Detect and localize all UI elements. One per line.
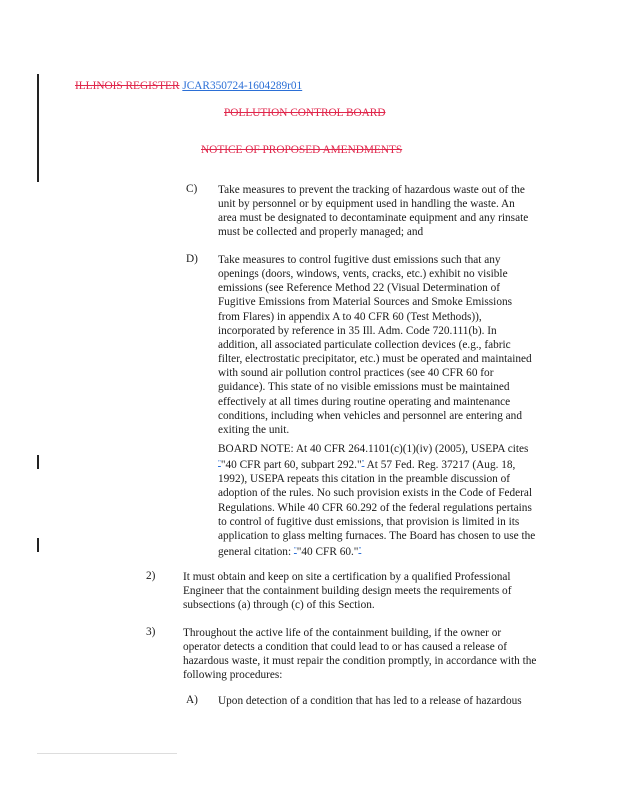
item-3-label: 3) xyxy=(146,626,156,638)
quote-insert-mark: " xyxy=(293,546,297,555)
item-a-label: A) xyxy=(186,694,198,706)
item-3-text: Throughout the active life of the containment building, if the owner or operator detects a condition that could lead to or has caused a release of hazardous waste, it must repair the condition promptly, in accordance with the following procedures: xyxy=(183,627,537,682)
board-note-citation-2: "40 CFR 60." xyxy=(296,546,359,559)
notice-header: NOTICE OF PROPOSED AMENDMENTS xyxy=(201,144,403,156)
change-bar xyxy=(37,455,39,469)
change-bar xyxy=(37,74,39,182)
board-header: POLLUTION CONTROL BOARD xyxy=(224,107,386,119)
board-note-part-1: BOARD NOTE: At 40 CFR 264.1101(c)(1)(iv) (2005), USEPA cites xyxy=(218,443,529,455)
board-note xyxy=(218,442,538,559)
register-header xyxy=(75,80,302,92)
item-d-text: Take measures to control fugitive dust emissions such that any openings (doors, windows, vents, cracks, etc.) exhibit no visible emissions (see Reference Method 22 (Visual Determination of Fugitive Emissions from Material Sources and Smoke Emissions from Flares) in appendix A to 40 CFR 60 (Test Methods)), incorporated by reference in 35 Ill. Adm. Code 720.111(b). In addition, all associated particulate collection devices (e.g., fabric filter, electrostatic precipitator, etc.) must be operated and maintained with sound air pollution control practices (see 40 CFR 60 for guidance). This state of no visible emissions must be maintained effectively at all times during routine operating and maintenance conditions, including when vehicles and personnel are entering and exiting the unit. xyxy=(218,254,532,436)
item-2-label: 2) xyxy=(146,570,156,582)
item-c-text: Take measures to prevent the tracking of hazardous waste out of the unit by personnel or by equipment used in handling the waste. An area must be designated to decontaminate equipment and any rinsate must be collected and properly managed; and xyxy=(218,184,529,239)
register-inserted: JCAR350724-1604289r01 xyxy=(182,80,303,92)
board-note-part-2: At 57 Fed. Reg. 37217 (Aug. 18, 1992), USEPA repeats this citation in the preamble discussion of adoption of the rules. No such provision exists in the Code of Federal Regulations. While 40 CFR 60.292 of the federal regulations pertains to control of fugitive dust emissions, that provision is limited in its application to glass melting furnaces. The Board has chosen to use the general citation: xyxy=(218,459,536,559)
item-a-text: Upon detection of a condition that has led to a release of hazardous xyxy=(218,695,522,707)
item-c-label: C) xyxy=(186,183,198,195)
quote-insert-mark: " xyxy=(218,459,221,468)
quote-insert-mark: " xyxy=(358,546,362,555)
board-note-citation-1: "40 CFR part 60, subpart 292." xyxy=(220,459,362,472)
footer-rule xyxy=(37,753,177,754)
change-bar xyxy=(37,538,39,552)
item-2-text: It must obtain and keep on site a certification by a qualified Professional Engineer that the containment building design meets the requirements of subsections (a) through (c) of this Section. xyxy=(183,571,512,612)
quote-insert-mark: " xyxy=(361,459,365,468)
register-deleted: ILLINOIS REGISTER xyxy=(75,80,180,92)
item-d-label: D) xyxy=(186,253,198,265)
